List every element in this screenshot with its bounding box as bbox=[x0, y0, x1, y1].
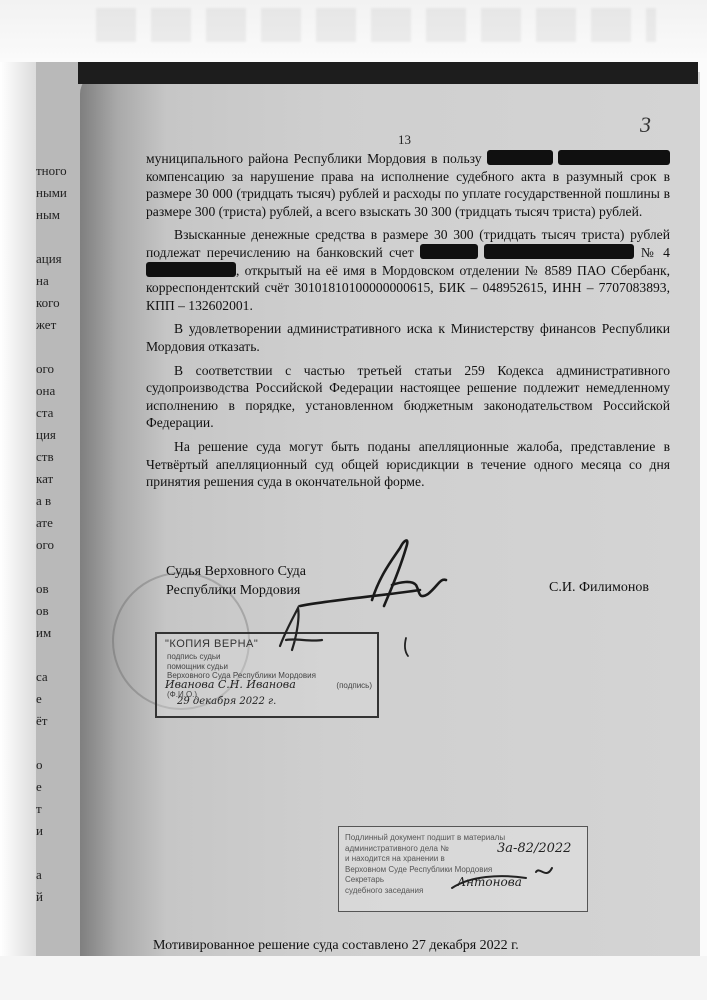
text-fragment: , открытый на её имя в Мордовском отделении № 8589 ПАО Сбербанк, корреспондентский счёт 30101810100000000615, БИК – 048952615, ИНН – 7707083893, КПП – 132602001. bbox=[146, 262, 670, 313]
previous-page-fragment: е bbox=[36, 779, 42, 794]
previous-page-fragment bbox=[36, 336, 102, 358]
previous-page-fragment bbox=[36, 732, 102, 754]
handwritten-date: 29 декабря 2022 г. bbox=[177, 696, 277, 707]
bleed-through-text bbox=[96, 8, 656, 42]
previous-page-fragment: ста bbox=[36, 405, 54, 420]
redaction-block bbox=[487, 150, 553, 165]
previous-page-fragment: ов bbox=[36, 603, 49, 618]
stamp-line: (Ф.И.О.) bbox=[167, 690, 198, 699]
redaction-block bbox=[558, 150, 670, 165]
judge-title bbox=[166, 562, 306, 600]
previous-page-fragment: е bbox=[36, 691, 42, 706]
handwritten-name: Иванова С.Н. Иванова bbox=[165, 678, 296, 691]
decision-date-note: Мотивированное решение суда составлено 27 декабря 2022 г. bbox=[153, 938, 519, 953]
handwritten-secretary-name: Антонова bbox=[457, 875, 522, 889]
judge-name: С.И. Филимонов bbox=[549, 580, 649, 595]
handwritten-page-mark: 3 bbox=[640, 112, 651, 137]
previous-page-fragment: она bbox=[36, 383, 56, 398]
previous-page-fragment: о bbox=[36, 757, 43, 772]
decision-text bbox=[146, 150, 670, 491]
text-fragment: Взысканные денежные средства в размере 30 300 (тридцать тысяч триста) рублей подлежат перечислению на банковский счет bbox=[146, 227, 670, 260]
previous-page-fragment: и bbox=[36, 823, 43, 838]
stamp-text bbox=[167, 652, 372, 700]
stamp-line: Подлинный документ подшит в материалы bbox=[345, 833, 506, 842]
previous-page-fragment: са bbox=[36, 669, 48, 684]
previous-page-fragment: ция bbox=[36, 427, 56, 442]
paragraph-transfer bbox=[146, 226, 670, 314]
previous-page-fragment: им bbox=[36, 625, 52, 640]
stamp-line: (подпись) bbox=[336, 680, 372, 690]
paragraph-execution: В соответствии с частью третьей статьи 259 Кодекса административного судопроизводства Российской Федерации настоящее решение подлежит немедленному исполнению в порядке, установленном бюджетным законодательством Российской Федерации. bbox=[146, 362, 670, 431]
previous-page-fragment: ов bbox=[36, 581, 49, 596]
previous-page-fragment: а в bbox=[36, 493, 52, 508]
judge-title-line: Республики Мордовия bbox=[166, 583, 301, 598]
previous-page-fragment: кого bbox=[36, 295, 60, 310]
scan-bottom-margin bbox=[0, 956, 707, 1000]
left-margin-shadow bbox=[0, 62, 40, 962]
previous-page-fragment bbox=[36, 644, 102, 666]
previous-page-fragment bbox=[36, 842, 102, 864]
stamp-line: административного дела № bbox=[345, 843, 449, 853]
previous-page-fragment: тного bbox=[36, 163, 67, 178]
stamp-line: и находится на хранении в bbox=[345, 854, 445, 863]
text-fragment: компенсацию за нарушение права на исполнение судебного акта в разумный срок в размере 30 000 (тридцать тысяч) рублей и расходы по уплате государственной пошлины в размере 300 (триста) рублей, а всего взыскать 30 300 (тридцать тысяч триста) рублей. bbox=[146, 168, 670, 219]
previous-page-fragment: кат bbox=[36, 471, 54, 486]
previous-page-fragment: ате bbox=[36, 515, 53, 530]
previous-page-fragment: й bbox=[36, 889, 43, 904]
redaction-block bbox=[146, 262, 236, 277]
previous-page-fragment: т bbox=[36, 801, 42, 816]
stamp-line: подпись судьи bbox=[167, 652, 221, 661]
previous-page-fragment: ого bbox=[36, 361, 55, 376]
previous-page-fragment bbox=[36, 226, 102, 248]
stamp-line: судебного заседания bbox=[345, 885, 424, 895]
redaction-block bbox=[420, 244, 478, 259]
page-number: 13 bbox=[398, 132, 411, 147]
stamp-line: помощник судьи bbox=[167, 661, 228, 671]
stamp-title: "КОПИЯ ВЕРНА" bbox=[165, 638, 259, 650]
previous-page-fragment: ация bbox=[36, 251, 62, 266]
redaction-block bbox=[484, 244, 634, 259]
paragraph-compensation bbox=[146, 150, 670, 220]
previous-page-fragment bbox=[36, 556, 102, 578]
handwritten-case-number: 3а-82/2022 bbox=[497, 841, 572, 856]
paragraph-appeal: На решение суда могут быть поданы апелляционные жалоба, представление в Четвёртый апелляционный суд общей юрисдикции в течение одного месяца со дня принятия решения суда в окончательной форме. bbox=[146, 438, 670, 490]
previous-page-fragment: ёт bbox=[36, 713, 48, 728]
previous-page-text bbox=[36, 160, 102, 908]
previous-page-fragment: жет bbox=[36, 317, 57, 332]
previous-page-fragment: ным bbox=[36, 207, 60, 222]
previous-page-fragment: на bbox=[36, 273, 49, 288]
archive-stamp bbox=[338, 826, 588, 912]
previous-page-fragment: ого bbox=[36, 537, 55, 552]
stamp-line: Секретарь bbox=[345, 875, 384, 884]
paragraph-refusal: В удовлетворении административного иска к Министерству финансов Республики Мордовия отказать. bbox=[146, 321, 670, 354]
stamp-line: Верховном Суде Республики Мордовия bbox=[345, 864, 493, 874]
scan-top-margin bbox=[0, 0, 707, 58]
stamp-line: Верховного Суда Республики Мордовия bbox=[167, 671, 316, 680]
text-fragment: муниципального района Республики Мордовия в пользу bbox=[146, 151, 482, 166]
scan-top-shadow bbox=[78, 62, 698, 84]
copy-certified-stamp bbox=[155, 632, 379, 718]
previous-page-fragment: ств bbox=[36, 449, 54, 464]
text-fragment: № 4 bbox=[640, 244, 670, 260]
judge-title-line: Судья Верховного Суда bbox=[166, 564, 307, 579]
previous-page-fragment: а bbox=[36, 867, 42, 882]
previous-page-fragment: ными bbox=[36, 185, 67, 200]
